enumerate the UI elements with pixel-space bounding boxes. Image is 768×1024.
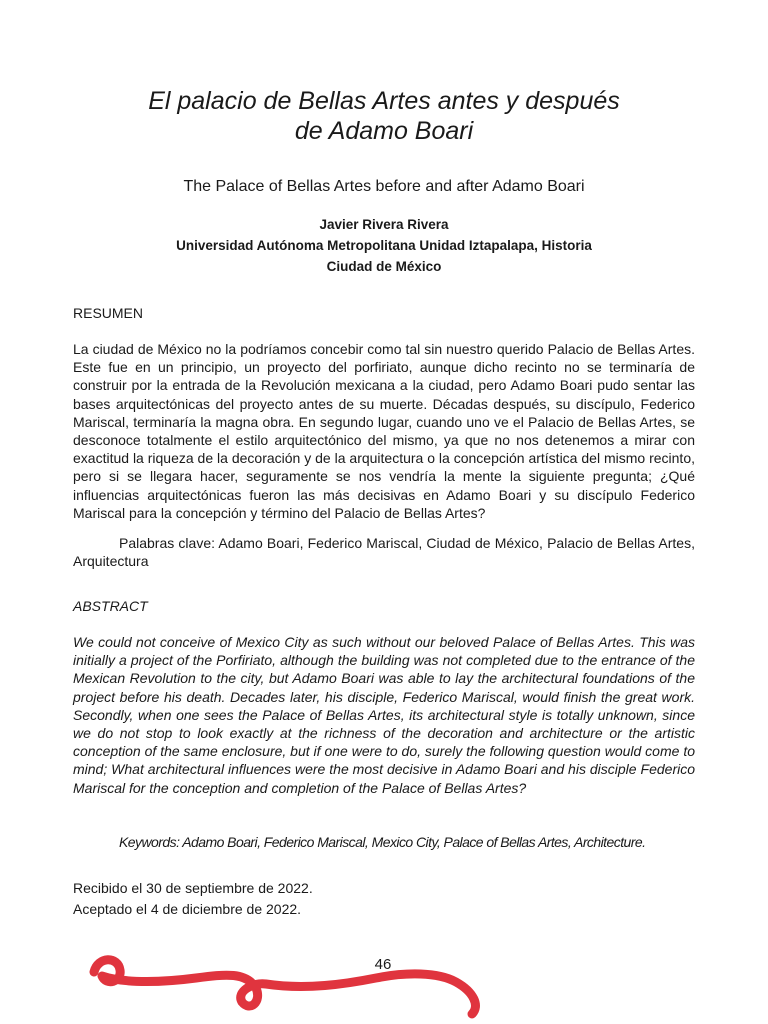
author-name: Javier Rivera Rivera	[319, 217, 449, 232]
author-affiliation: Universidad Autónoma Metropolitana Unidad Iztapalapa, Historia	[176, 238, 592, 253]
page-number: 46	[374, 956, 392, 973]
received-date: Recibido el 30 de septiembre de 2022.	[73, 880, 313, 896]
abstract-body: We could not conceive of Mexico City as such without our beloved Palace of Bellas Artes. This was initially a project of the Porfiriato, although the building was not completed due to the entrance of the Mexican Revolution to the city, but Adamo Boari was able to lay the architectural foundations of the project before his death. Decades later, his disciple, Federico Mariscal, would finish the great work. Secondly, when one sees the Palace of Bellas Artes, its architectural style is totally unknown, since we do not stop to look exactly at the richness of the decoration and architecture or the artistic conception of the same enclosure, but if one were to do, surely the following question would come to mind; What architectural influences were the most decisive in Adamo Boari and his disciple Federico Mariscal for the conception and completion of the Palace of Bellas Artes?	[73, 634, 695, 796]
resumen-heading: RESUMEN	[73, 305, 144, 321]
article-title	[84, 86, 684, 146]
submission-dates	[73, 878, 313, 920]
author-city: Ciudad de México	[326, 259, 442, 274]
decorative-swirl-ornament	[86, 950, 490, 1022]
abstract-heading: ABSTRACT	[73, 598, 148, 614]
accepted-date: Aceptado el 4 de diciembre de 2022.	[73, 901, 302, 917]
author-block	[84, 214, 684, 277]
title-line-2: de Adamo Boari	[294, 117, 474, 145]
resumen-keywords: Palabras clave: Adamo Boari, Federico Mariscal, Ciudad de México, Palacio de Bellas Artes, Arquitectura	[73, 535, 695, 570]
english-title: The Palace of Bellas Artes before and after Adamo Boari	[183, 178, 585, 195]
abstract-keywords: Keywords: Adamo Boari, Federico Mariscal, Mexico City, Palace of Bellas Artes, Architecture.	[119, 834, 646, 850]
resumen-body: La ciudad de México no la podríamos concebir como tal sin nuestro querido Palacio de Bellas Artes. Este fue en un principio, un proyecto del porfiriato, aunque dicho recinto no se terminaría de construir por la entrada de la Revolución mexicana a la ciudad, pero Adamo Boari pudo sentar las bases arquitectónicas del proyecto antes de su muerte. Décadas después, su discípulo, Federico Mariscal, terminaría la magna obra. En segundo lugar, cuando uno ve el Palacio de Bellas Artes, se desconoce totalmente el estilo arquitectónico del mismo, ya que no nos detenemos a mirar con exactitud la riqueza de la decoración y de la arquitectura o la concepción artística del mismo recinto, pero si se llegara hacer, seguramente se nos vendría la mente la siguiente pregunta; ¿Qué influencias arquitectónicas fueron las más decisivas en Adamo Boari y su discípulo Federico Mariscal para la concepción y término del Palacio de Bellas Artes?	[73, 341, 695, 521]
title-line-1: El palacio de Bellas Artes antes y después	[148, 87, 620, 115]
